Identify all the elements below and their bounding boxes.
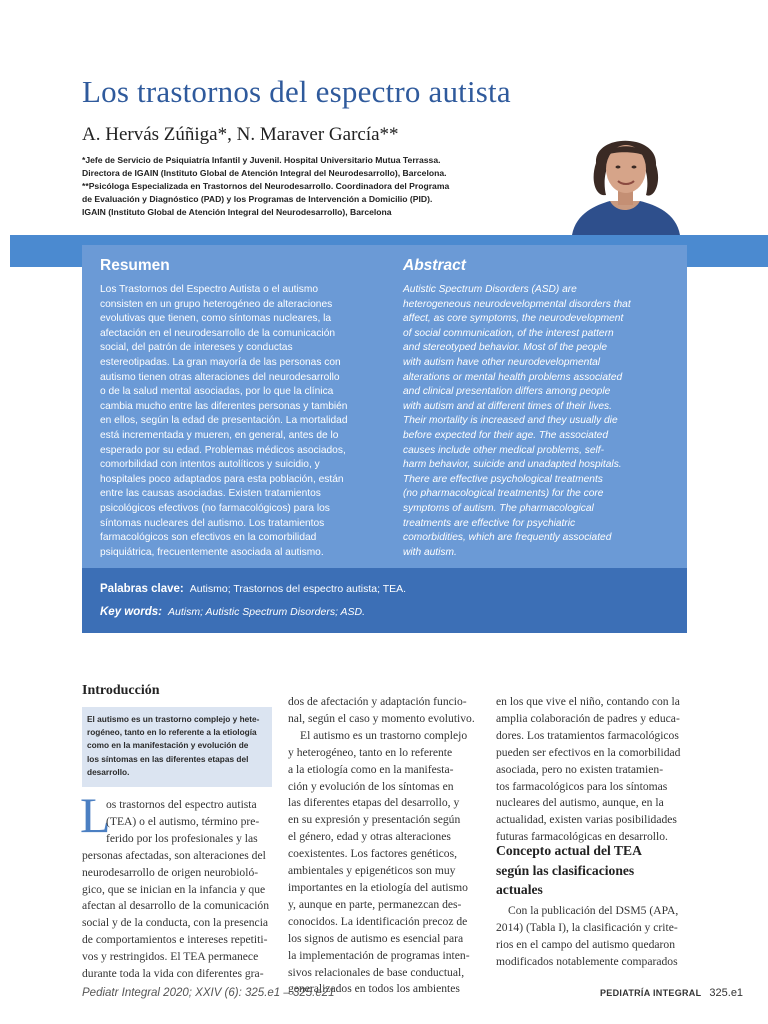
resumen-line: psiquiátrica, frecuentemente asociada al autismo. bbox=[100, 546, 324, 558]
body-line: asociada, pero no existen tratamien- bbox=[496, 762, 664, 776]
resumen-line: síntomas nucleares del autismo. Los tratamientos bbox=[100, 517, 325, 529]
body-line: sivos relacionales de base conductual, bbox=[288, 965, 465, 979]
resumen-line: consisten en un grupo heterogéneo de alteraciones bbox=[100, 298, 333, 310]
resumen-line: Los Trastornos del Espectro Autista o el autismo bbox=[100, 284, 319, 295]
body-column-1 bbox=[82, 797, 269, 983]
abstract-line: symptoms of autism. The pharmacological bbox=[403, 502, 594, 514]
resumen-line: evolutivas que tienen, como síntomas nucleares, la bbox=[100, 313, 332, 325]
body-line: 2014) (Tabla I), la clasificación y crite- bbox=[496, 920, 678, 934]
footer-journal bbox=[600, 987, 743, 999]
drop-cap: L bbox=[80, 787, 111, 843]
body-column-3 bbox=[496, 694, 680, 846]
abstract-line: with autism and at different times of their lives. bbox=[403, 400, 612, 412]
author-photo bbox=[566, 121, 684, 235]
body-line: dos de afectación y adaptación funcio- bbox=[288, 695, 467, 708]
abstract-line: with autism have other neurodevelopmental bbox=[403, 356, 601, 368]
authors: A. Hervás Zúñiga*, N. Maraver García** bbox=[82, 124, 399, 145]
abstract-line: causes include other medical problems, self- bbox=[403, 444, 605, 456]
affiliation-line: *Jefe de Servicio de Psiquiatría Infantil y Juvenil. Hospital Universitario Mutua Terrassa. bbox=[82, 155, 441, 165]
abstract-line: (no pharmacological treatments) for the core bbox=[403, 488, 604, 500]
footer-journal-name: PEDIATRÍA INTEGRAL bbox=[600, 988, 702, 998]
body-line: afectan al desarrollo de la comunicación bbox=[82, 899, 270, 913]
body-line: coexistentes. Los factores genéticos, bbox=[288, 847, 458, 861]
resumen-line: cambia mucho entre las diferentes personas y también bbox=[100, 400, 348, 412]
abstract-line: before expected for their age. The associated bbox=[403, 429, 609, 441]
body-line: El autismo es un trastorno complejo bbox=[300, 728, 468, 742]
body-line: importantes en la etiología del autismo bbox=[288, 880, 468, 894]
affiliation-line: de Evaluación y Diagnóstico (PAD) y los Programas de Intervención a Domicilio (PID). bbox=[82, 193, 433, 204]
abstract-line: Their mortality is increased and they usually die bbox=[403, 415, 618, 427]
body-line: los signos de autismo es esencial para bbox=[288, 931, 464, 945]
resumen-line: autismo tienen otras alteraciones del neurodesarrollo bbox=[100, 371, 340, 383]
body-column-2 bbox=[288, 694, 475, 998]
body-line: y, aunque en parte, permanezcan des- bbox=[288, 897, 462, 911]
body-line: conocidos. La identificación precoz de bbox=[288, 914, 468, 928]
abstract-line: alterations or mental health problems associated bbox=[403, 371, 623, 383]
body-line: Con la publicación del DSM5 (APA, bbox=[508, 904, 679, 917]
resumen-line: en ellos, según la edad de presentación. La mortalidad bbox=[100, 415, 348, 427]
highlight-line: rogéneo, tanto en lo referente a la etiología bbox=[87, 727, 257, 738]
body-line: dores. Los tratamientos farmacológicos bbox=[496, 728, 679, 742]
abstract-line: harm behavior, suicide and unadapted hospitals. bbox=[403, 459, 622, 471]
palabras-clave-terms: Autismo; Trastornos del espectro autista; TEA. bbox=[189, 583, 407, 595]
abstract-line: comorbidities, which are frequently associated bbox=[403, 532, 612, 544]
affiliations bbox=[82, 154, 492, 219]
concepto-heading-line: actuales bbox=[496, 882, 543, 897]
resumen-line: farmacológicos son efectivos en la comorbilidad bbox=[100, 532, 317, 544]
highlight-line: El autismo es un trastorno complejo y hete- bbox=[87, 714, 260, 724]
body-line: de comportamientos e intereses repetiti- bbox=[82, 933, 268, 947]
highlight-line: como en la manifestación y evolución de bbox=[87, 740, 249, 751]
body-line: ción y evolución de los síntomas en bbox=[288, 779, 454, 793]
article-title: Los trastornos del espectro autista bbox=[82, 74, 511, 109]
abstract-line: with autism. bbox=[403, 546, 457, 558]
abstract-line: Autistic Spectrum Disorders (ASD) are bbox=[403, 284, 577, 295]
palabras-clave-label: Palabras clave: bbox=[100, 583, 184, 595]
body-line: ferido por los profesionales y las bbox=[106, 831, 258, 845]
abstract-line: There are effective psychological treatments bbox=[403, 473, 603, 485]
body-line: tos farmacológicos para los síntomas bbox=[496, 779, 668, 793]
body-line: social y de la conducta, con la presencia bbox=[82, 916, 269, 930]
body-line: en los que vive el niño, contando con la bbox=[496, 695, 680, 708]
body-line: vos y restringidos. El TEA permanece bbox=[82, 950, 259, 964]
body-line: actualidad, existen varias posibilidades bbox=[496, 813, 677, 827]
introduccion-heading: Introducción bbox=[82, 683, 160, 698]
body-line: pueden ser efectivos en la comorbilidad bbox=[496, 745, 681, 759]
body-line: modificados notablemente comparados bbox=[496, 954, 678, 968]
body-line: neurodesarrollo de origen neurobioló- bbox=[82, 865, 259, 879]
affiliation-line: IGAIN (Instituto Global de Atención Integral del Neurodesarrollo), Barcelona bbox=[82, 206, 392, 217]
abstract-text bbox=[403, 283, 631, 560]
body-line: en su expresión y presentación según bbox=[288, 813, 461, 827]
resumen-line: esperado por su edad. Problemas médicos asociados, bbox=[100, 444, 346, 456]
body-line: futuras farmacológicas en desarrollo. bbox=[496, 830, 668, 844]
key-words-terms: Autism; Autistic Spectrum Disorders; ASD. bbox=[168, 606, 366, 618]
palabras-clave bbox=[100, 583, 406, 595]
affiliation-line: **Psicóloga Especializada en Trastornos del Neurodesarrollo. Coordinadora del Programa bbox=[82, 180, 450, 191]
body-line: gico, que se inician en la infancia y que bbox=[82, 882, 266, 896]
highlight-text bbox=[87, 713, 259, 779]
body-line: generalizados en todos los ambientes bbox=[288, 982, 460, 996]
body-line: amplia colaboración de padres y educa- bbox=[496, 711, 680, 725]
affiliation-line: Directora de IGAIN (Instituto Global de Atención Integral del Neurodesarrollo), Barcelona. bbox=[82, 167, 447, 178]
resumen-line: psicológicos efectivos (no farmacológicos) para los bbox=[100, 502, 330, 514]
resumen-line: estereotipadas. La gran mayoría de las personas con bbox=[100, 356, 341, 368]
page-number: 325.e1 bbox=[709, 987, 744, 999]
resumen-line: afectación en el neurodesarrollo de la comunicación bbox=[100, 327, 336, 339]
resumen-line: está incrementada y mueren, en general, antes de lo bbox=[100, 429, 339, 441]
body-line: rios en el campo del autismo quedaron bbox=[496, 937, 676, 951]
concepto-heading-line: según las clasificaciones bbox=[496, 862, 635, 878]
body-line: la implementación de programas inten- bbox=[288, 948, 470, 962]
keywords-box bbox=[82, 568, 687, 633]
resumen-line: entre las causas asociadas. Existen tratamientos bbox=[100, 488, 321, 500]
concepto-heading-line: Concepto actual del TEA bbox=[496, 843, 642, 858]
body-line: nucleares del autismo, aunque, en la bbox=[496, 796, 664, 810]
resumen-line: comorbilidad con intentos autolíticos y suicidio, y bbox=[100, 459, 320, 471]
body-line: (TEA) o el autismo, término pre- bbox=[106, 814, 260, 828]
body-line: y heterogéneo, tanto en lo referente bbox=[288, 745, 453, 759]
resumen-heading: Resumen bbox=[100, 257, 170, 274]
abstract-heading: Abstract bbox=[403, 257, 466, 274]
abstract-line: heterogeneous neurodevelopmental disorders that bbox=[403, 298, 631, 310]
abstract-line: treatments are effective for psychiatric bbox=[403, 517, 576, 529]
concepto-heading bbox=[496, 841, 642, 900]
highlight-line: los síntomas en las diferentes etapas del bbox=[87, 753, 249, 764]
body-line: os trastornos del espectro autista bbox=[106, 798, 257, 811]
concepto-text bbox=[496, 903, 678, 971]
abstract-line: and stereotyped behavior. Most of the people bbox=[403, 342, 608, 354]
key-words bbox=[100, 606, 365, 618]
key-words-label: Key words: bbox=[100, 606, 162, 618]
body-line: durante toda la vida con diferentes gra- bbox=[82, 967, 264, 981]
body-line: ambientales y epigenéticos son muy bbox=[288, 864, 456, 878]
abstract-line: of social communication, of the interest pattern bbox=[403, 327, 614, 339]
body-line: nal, según el caso y momento evolutivo. bbox=[288, 711, 475, 725]
abstract-line: affect, as core symptoms, the neurodevelopment bbox=[403, 313, 624, 325]
footer-citation: Pediatr Integral 2020; XXIV (6): 325.e1 – 325.e21 bbox=[82, 987, 335, 999]
body-line: las diferentes etapas del desarrollo, y bbox=[288, 796, 460, 810]
resumen-line: hospitales poco adaptados para esta población, están bbox=[100, 473, 344, 485]
body-line: el género, edad y otras alteraciones bbox=[288, 830, 451, 844]
highlight-line: desarrollo. bbox=[87, 766, 130, 777]
abstract-line: and clinical presentation differs among people bbox=[403, 386, 611, 398]
body-line: a la etiología como en la manifesta- bbox=[288, 762, 454, 776]
resumen-line: social, del patrón de intereses y conductas bbox=[100, 342, 293, 354]
resumen-text bbox=[100, 283, 348, 560]
body-line: personas afectadas, son alteraciones del bbox=[82, 848, 266, 862]
resumen-line: o de la salud mental asociadas, por lo que la clínica bbox=[100, 386, 334, 398]
